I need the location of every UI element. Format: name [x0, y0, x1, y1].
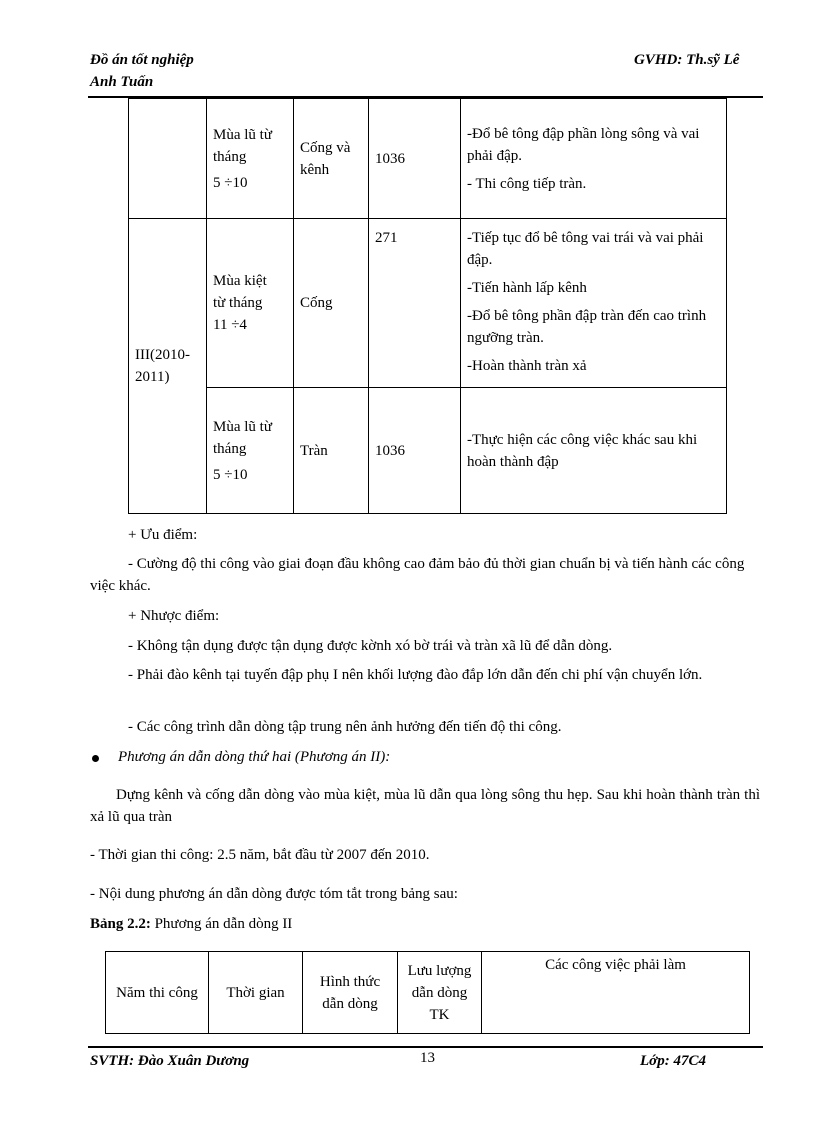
disadvantage-paragraph-1: - Không tận dụng được tận dụng được kờnh xó bờ trái và tràn xã lũ để dẫn dòng.: [128, 638, 613, 654]
bullet-icon: [92, 755, 99, 762]
header-design-flow: Lưu lượng dẫn dòng TK: [398, 952, 482, 1034]
structure-cell: Cống: [294, 219, 369, 388]
works-cell: -Tiếp tục đổ bê tông vai trái và vai phải đập. -Tiến hành lấp kênh -Đổ bê tông phần đập tràn đến cao trình ngưỡng tràn. -Hoàn thành tràn xả: [461, 219, 727, 388]
option2-heading: Phương án dẫn dòng thứ hai (Phương án II):: [118, 749, 391, 765]
option2-description: Dựng kênh và cống dẫn dòng vào mùa kiệt, mùa lũ dẫn qua lòng sông thu hẹp. Sau khi hoàn thành tràn thì xả lũ qua tràn: [90, 787, 760, 825]
flow-cell: 271: [369, 219, 461, 388]
header-time: Thời gian: [209, 952, 303, 1034]
page-number: 13: [420, 1050, 435, 1066]
advantage-paragraph: - Cường độ thi công vào giai đoạn đầu không cao đảm bảo đủ thời gian chuẩn bị và tiến hành các công việc khác.: [90, 556, 745, 594]
table-row: [129, 219, 727, 388]
disadvantages-heading: + Nhược điểm:: [128, 608, 220, 624]
header-author-name: Anh Tuấn: [90, 74, 154, 90]
footer-class: Lớp: 47C4: [640, 1053, 706, 1069]
header-works: Các công việc phải làm: [482, 952, 750, 1034]
disadvantage-paragraph-2: - Phải đào kênh tại tuyến đập phụ I nên khối lượng đào đắp lớn dẫn đến chi phí vận chuyển lớn.: [128, 667, 703, 683]
schedule-table-2: [105, 951, 750, 1034]
schedule-table-1: [128, 98, 727, 514]
stage-cell: [129, 99, 207, 219]
header-project-title: Đồ án tốt nghiệp: [90, 52, 194, 68]
table-row: [129, 99, 727, 219]
stage-cell: III(2010-2011): [129, 219, 207, 514]
flow-cell: 1036: [369, 388, 461, 514]
works-cell: -Thực hiện các công việc khác sau khi hoàn thành đập: [461, 388, 727, 514]
footer-rule: [88, 1046, 763, 1048]
header-supervisor: GVHD: Th.sỹ Lê: [634, 52, 740, 68]
flow-cell: 1036: [369, 99, 461, 219]
footer-student: SVTH: Đào Xuân Dương: [90, 1053, 250, 1069]
structure-cell: Tràn: [294, 388, 369, 514]
time-cell: Mùa kiệt từ tháng 11 ÷4: [207, 219, 294, 388]
table-caption: Bảng 2.2: Phương án dẫn dòng II: [90, 916, 293, 932]
time-cell: Mùa lũ từ tháng 5 ÷10: [207, 99, 294, 219]
table-header-row: [106, 952, 750, 1034]
header-diversion-type: Hình thức dẫn dòng: [303, 952, 398, 1034]
table-row: [129, 388, 727, 514]
works-cell: -Đổ bê tông đập phần lòng sông và vai phải đập. - Thi công tiếp tràn.: [461, 99, 727, 219]
header-year: Năm thi công: [106, 952, 209, 1034]
advantages-heading: + Ưu điểm:: [128, 527, 198, 543]
structure-cell: Cống và kênh: [294, 99, 369, 219]
time-cell: Mùa lũ từ tháng 5 ÷10: [207, 388, 294, 514]
content-summary-line: - Nội dung phương án dẫn dòng được tóm tắt trong bảng sau:: [90, 886, 458, 902]
disadvantage-paragraph-3: - Các công trình dẫn dòng tập trung nên ảnh hưởng đến tiến độ thi công.: [128, 719, 562, 735]
construction-time-line: - Thời gian thi công: 2.5 năm, bắt đầu từ 2007 đến 2010.: [90, 847, 430, 863]
